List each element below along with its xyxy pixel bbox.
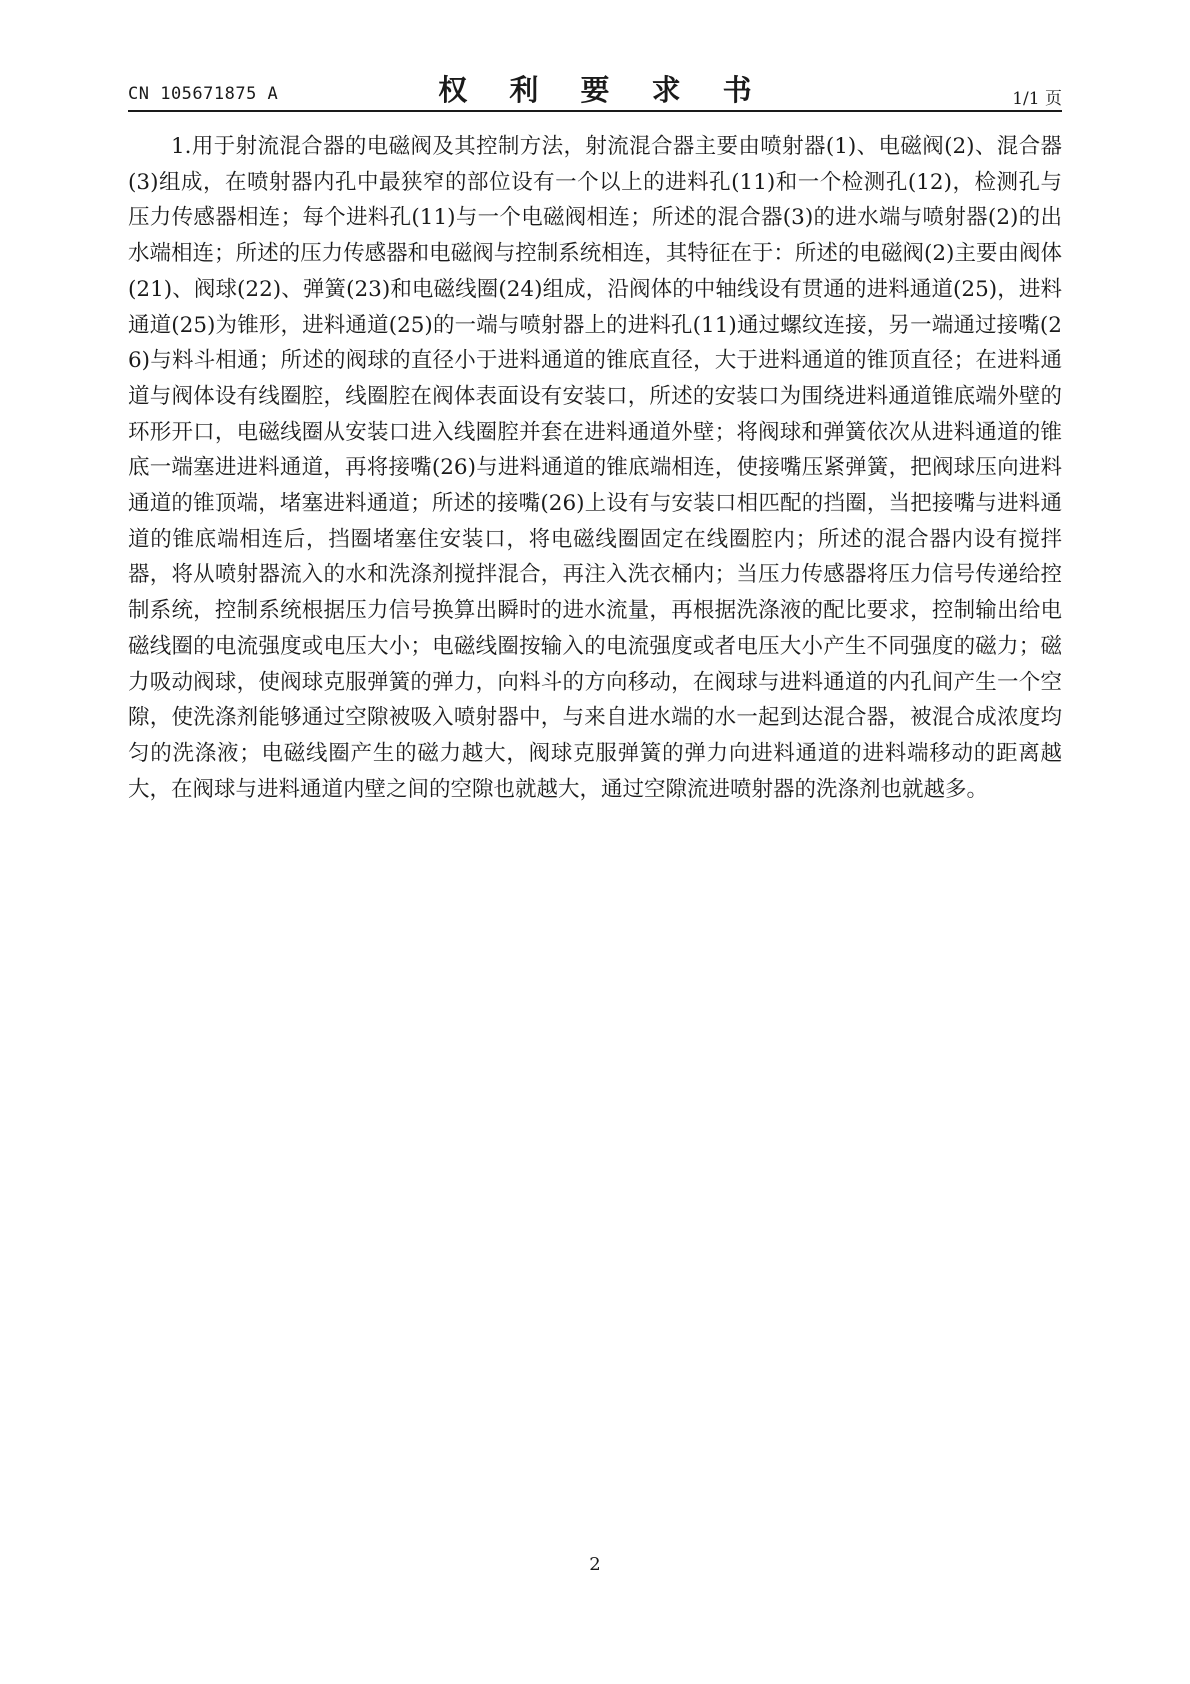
page-header bbox=[128, 66, 1062, 112]
header-divider bbox=[128, 110, 1062, 112]
claim-1: 1.用于射流混合器的电磁阀及其控制方法，射流混合器主要由喷射器(1)、电磁阀(2)、混合器(3)组成，在喷射器内孔中最狭窄的部位设有一个以上的进料孔(11)和一个检测孔(12)，检测孔与压力传感器相连；每个进料孔(11)与一个电磁阀相连；所述的混合器(3)的进水端与喷射器(2)的出水端相连；所述的压力传感器和电磁阀与控制系统相连，其特征在于：所述的电磁阀(2)主要由阀体(21)、阀球(22)、弹簧(23)和电磁线圈(24)组成，沿阀体的中轴线设有贯通的进料通道(25)，进料通道(25)为锥形，进料通道(25)的一端与喷射器上的进料孔(11)通过螺纹连接，另一端通过接嘴(26)与料斗相通；所述的阀球的直径小于进料通道的锥底直径，大于进料通道的锥顶直径；在进料通道与阀体设有线圈腔，线圈腔在阀体表面设有安装口，所述的安装口为围绕进料通道锥底端外壁的环形开口，电磁线圈从安装口进入线圈腔并套在进料通道外壁；将阀球和弹簧依次从进料通道的锥底一端塞进进料通道，再将接嘴(26)与进料通道的锥底端相连，使接嘴压紧弹簧，把阀球压向进料通道的锥顶端，堵塞进料通道；所述的接嘴(26)上设有与安装口相匹配的挡圈，当把接嘴与进料通道的锥底端相连后，挡圈堵塞住安装口，将电磁线圈固定在线圈腔内；所述的混合器内设有搅拌器，将从喷射器流入的水和洗涤剂搅拌混合，再注入洗衣桶内；当压力传感器将压力信号传递给控制系统，控制系统根据压力信号换算出瞬时的进水流量，再根据洗涤液的配比要求，控制输出给电磁线圈的电流强度或电压大小；电磁线圈按输入的电流强度或者电压大小产生不同强度的磁力；磁力吸动阀球，使阀球克服弹簧的弹力，向料斗的方向移动，在阀球与进料通道的内孔间产生一个空隙，使洗涤剂能够通过空隙被吸入喷射器中，与来自进水端的水一起到达混合器，被混合成浓度均匀的洗涤液；电磁线圈产生的磁力越大，阀球克服弹簧的弹力向进料通道的进料端移动的距离越大，在阀球与进料通道内壁之间的空隙也就越大，通过空隙流进喷射器的洗涤剂也就越多。 bbox=[128, 134, 1062, 802]
page-number: 2 bbox=[589, 1554, 601, 1575]
publication-number: CN 105671875 A bbox=[128, 84, 279, 104]
claims-section bbox=[128, 129, 1062, 807]
page-indicator: 1/1 页 bbox=[1012, 89, 1062, 109]
document-title: 权 利 要 求 书 bbox=[438, 73, 768, 107]
